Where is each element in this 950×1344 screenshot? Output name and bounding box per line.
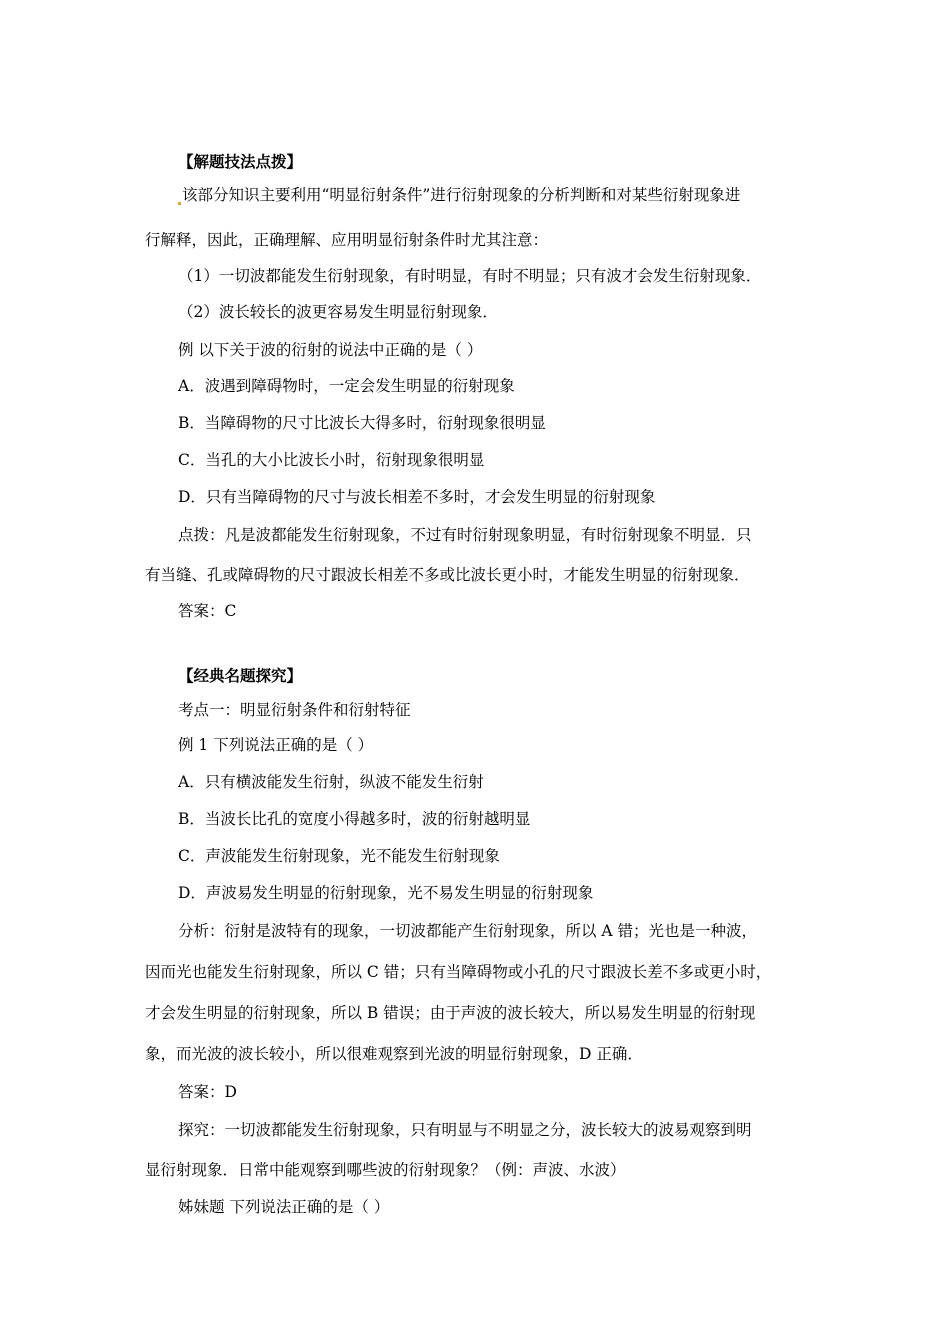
example-option-c: C．当孔的大小比波长小时，衍射现象很明显 [178,451,485,469]
topic-label: 考点一：明显衍射条件和衍射特征 [178,701,411,719]
analysis-line-2: 因而光也能发生衍射现象，所以 C 错；只有当障碍物或小孔的尺寸跟波长差不多或更小时， [145,963,772,981]
answer-2: 答案：D [178,1083,237,1101]
intro-paragraph-line-1: 该部分知识主要利用“明显衍射条件”进行衍射现象的分析判断和对某些衍射现象进 [178,185,818,205]
analysis-line-4: 象，而光波的波长较小，所以很难观察到光波的明显衍射现象，D 正确． [145,1045,643,1063]
explore-line-2: 显衍射现象．日常中能观察到哪些波的衍射现象？（例：声波、水波） [145,1161,626,1179]
example1-option-a: A．只有横波能发生衍射，纵波不能发生衍射 [178,773,484,791]
example1-option-c: C．声波能发生衍射现象，光不能发生衍射现象 [178,847,500,865]
section-heading-tips: 【解题技法点拨】 [178,152,303,171]
point-2: （2）波长较长的波更容易发生明显衍射现象． [178,303,498,321]
example1-option-b: B．当波长比孔的宽度小得越多时，波的衍射越明显 [178,810,531,828]
answer-1: 答案：C [178,602,237,620]
point-1: （1）一切波都能发生衍射现象，有时明显，有时不明显；只有波才会发生衍射现象． [178,267,762,285]
hint-line-1: 点拨：凡是波都能发生衍射现象，不过有时衍射现象明显，有时衍射现象不明显．只 [178,526,752,544]
section-heading-classic: 【经典名题探究】 [178,666,303,685]
example1-option-d: D．声波易发生明显的衍射现象，光不易发生明显的衍射现象 [178,884,594,902]
intro-paragraph-line-2: 行解释，因此，正确理解、应用明显衍射条件时尤其注意： [145,231,549,249]
example-option-b: B．当障碍物的尺寸比波长大得多时，衍射现象很明显 [178,414,546,432]
example1-question: 例 1 下列说法正确的是（ ） [178,736,374,754]
analysis-line-1: 分析：衍射是波特有的现象，一切波都能产生衍射现象，所以 A 错；光也是一种波， [178,922,758,940]
analysis-line-3: 才会发生明显的衍射现象，所以 B 错误；由于声波的波长较大，所以易发生明显的衍射现 [145,1004,756,1022]
anchor-mark-icon [178,202,181,205]
hint-line-2: 有当缝、孔或障碍物的尺寸跟波长相差不多或比波长更小时，才能发生明显的衍射现象． [145,566,750,584]
example-option-a: A．波遇到障碍物时，一定会发生明显的衍射现象 [178,377,515,395]
example-option-d: D．只有当障碍物的尺寸与波长相差不多时，才会发生明显的衍射现象 [178,488,656,506]
example-question: 例 以下关于波的衍射的说法中正确的是（ ） [178,341,483,359]
explore-line-1: 探究：一切波都能发生衍射现象，只有明显与不明显之分，波长较大的波易观察到明 [178,1121,752,1139]
sister-question: 姊妹题 下列说法正确的是（ ） [178,1198,390,1216]
